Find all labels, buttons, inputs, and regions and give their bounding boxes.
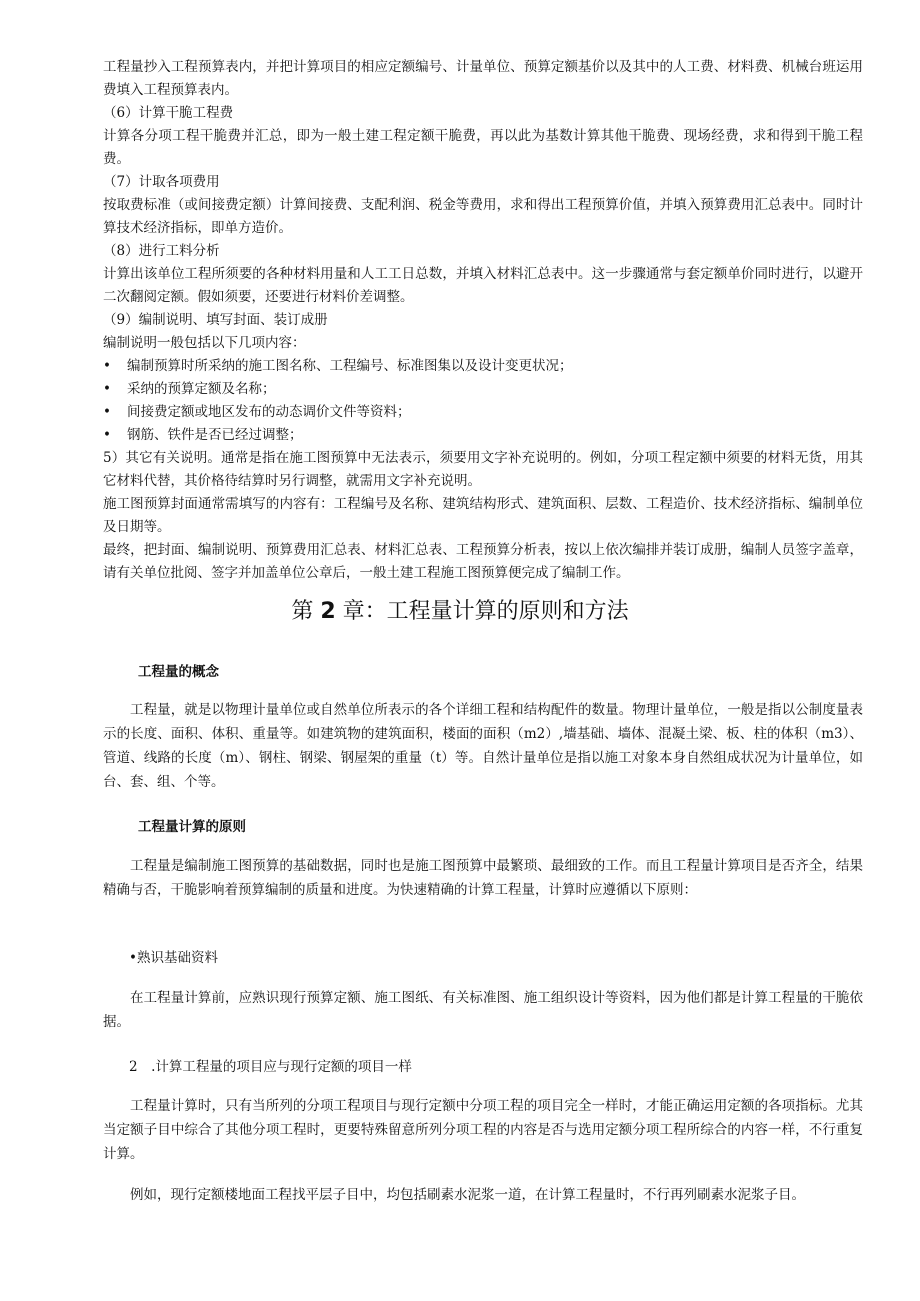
principle-2-body: 工程量计算时，只有当所列的分项工程项目与现行定额中分项工程的项目完全一样时，才能正确运用定额的各项指标。尤其当定额子目中综合了其他分项工程时，更要特殊留意所列分项工程的内容是否与选用定额分项工程所综合的内容一样，不行重复计算。: [103, 1098, 863, 1162]
concept-paragraph: 工程量，就是以物理计量单位或自然单位所表示的各个详细工程和结构配件的数量。物理计量单位，一般是指以公制度量表示的长度、面积、体积、重量等。如建筑物的建筑面积，楼面的面积（m2）,墙基础、墙体、混凝土梁、板、柱的体积（m3）、管道、线路的长度（m）、钢柱、钢梁、钢屋架的重量（t）等。自然计量单位是指以施工对象本身自然组成状况为计量单位，如台、套、组、个等。: [103, 702, 863, 790]
bullet-mark: •: [103, 358, 111, 374]
step-9-body: 编制说明一般包括以下几项内容：: [103, 335, 306, 351]
chapter-suffix: 章：工程量计算的原则和方法: [342, 599, 629, 624]
step-8-body: 计算出该单位工程所须要的各种材料用量和人工工日总数，并填入材料汇总表中。这一步骤通常与套定额单价同时进行，以避开二次翻阅定额。假如须要，还要进行材料价差调整。: [103, 266, 863, 305]
chapter-number: 2: [320, 599, 336, 624]
bullet-mark: •: [103, 427, 111, 443]
principle-item-2: 2 .计算工程量的项目应与现行定额的项目一样: [129, 1059, 412, 1075]
list-item: [103, 378, 863, 401]
section-heading-principles: 工程量计算的原则: [138, 819, 246, 835]
list-item-text: 采纳的预算定额及名称；: [127, 381, 276, 397]
list-item: [103, 355, 863, 378]
bullet-mark: •: [103, 381, 111, 397]
chapter-prefix: 第: [291, 599, 314, 624]
principle-1-body: 在工程量计算前，应熟识现行预算定额、施工图纸、有关标准图、施工组织设计等资料，因为他们都是计算工程量的干脆依据。: [103, 990, 863, 1030]
list-item-text: 编制预算时所采纳的施工图名称、工程编号、标准图集以及设计变更状况；: [127, 358, 573, 374]
principles-paragraph: 工程量是编制施工图预算的基础数据，同时也是施工图预算中最繁琐、最细致的工作。而且工程量计算项目是否齐全，结果精确与否，干脆影响着预算编制的质量和进度。为快速精确的计算工程量，计算时应遵循以下原则：: [103, 858, 863, 898]
bullet-mark: •: [103, 404, 111, 420]
list-item-text: 间接费定额或地区发布的动态调价文件等资料；: [127, 404, 411, 420]
cover-content-paragraph: 施工图预算封面通常需填写的内容有：工程编号及名称、建筑结构形式、建筑面积、层数、工程造价、技术经济指标、编制单位及日期等。: [103, 496, 863, 535]
example-paragraph: 例如，现行定额楼地面工程找平层子目中，均包括刷素水泥浆一道，在计算工程量时，不行再列刷素水泥浆子目。: [130, 1187, 805, 1203]
top-section: [103, 56, 863, 585]
paragraph-quota-entry: 工程量抄入工程预算表内，并把计算项目的相应定额编号、计量单位、预算定额基价以及其中的人工费、材料费、机械台班运用费填入工程预算表内。: [103, 59, 863, 98]
list-item-text: 钢筋、铁件是否已经过调整；: [127, 427, 303, 443]
principle-item-1: •熟识基础资料: [129, 950, 218, 966]
binding-paragraph: 最终，把封面、编制说明、预算费用汇总表、材料汇总表、工程预算分析表，按以上依次编排并装订成册，编制人员签字盖章，请有关单位批阅、签字并加盖单位公章后，一般土建工程施工图预算便完成了编制工作。: [103, 542, 863, 581]
step-8-heading: （8）进行工料分析: [103, 243, 220, 259]
step-7-body: 按取费标准（或间接费定额）计算间接费、支配利润、税金等费用，求和得出工程预算价值，并填入预算费用汇总表中。同时计算技术经济指标，即单方造价。: [103, 197, 863, 236]
step-7-heading: （7）计取各项费用: [103, 174, 220, 190]
step-6-heading: （6）计算干脆工程费: [103, 105, 234, 121]
step-6-body: 计算各分项工程干脆费并汇总，即为一般土建工程定额干脆费，再以此为基数计算其他干脆费、现场经费，求和得到干脆工程费。: [103, 128, 863, 167]
other-notes-paragraph: 5）其它有关说明。通常是指在施工图预算中无法表示，须要用文字补充说明的。例如，分项工程定额中须要的材料无货，用其它材料代替，其价格待结算时另行调整，就需用文字补充说明。: [103, 450, 863, 489]
step-9-heading: （9）编制说明、填写封面、装订成册: [103, 312, 328, 328]
list-item: [103, 424, 863, 447]
chapter-title: [0, 596, 920, 628]
section-heading-concept: 工程量的概念: [138, 664, 219, 680]
list-item: [103, 401, 863, 424]
